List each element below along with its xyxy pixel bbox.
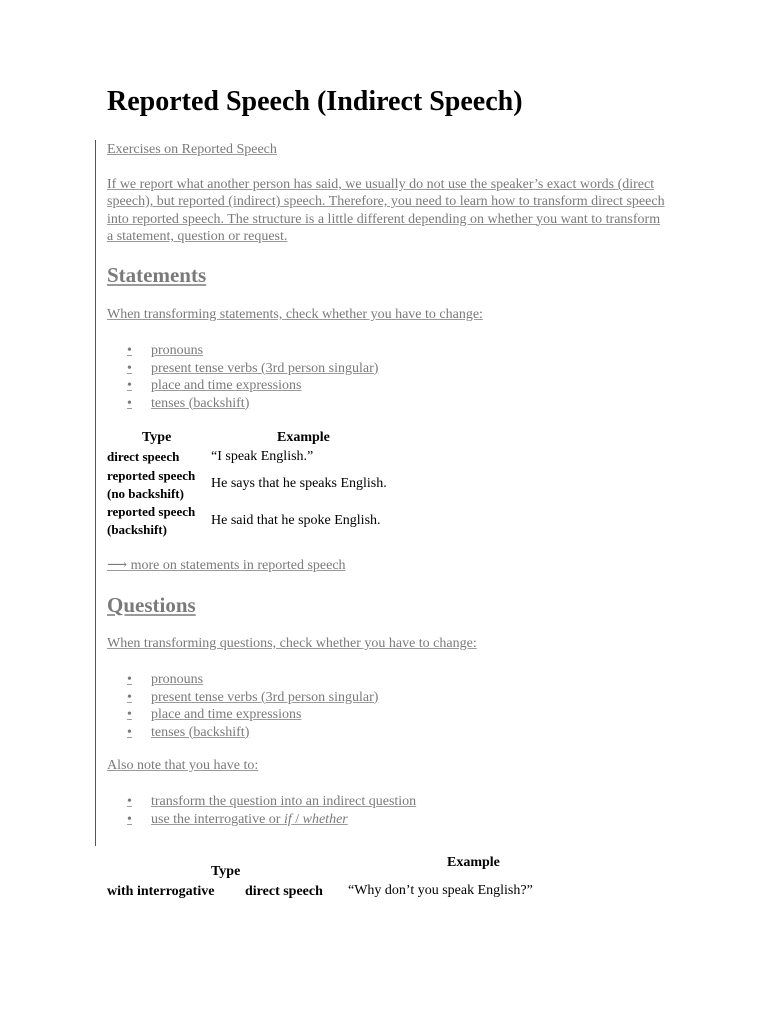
table-cell-type: reported speech bbox=[107, 468, 196, 483]
bullet-icon: • bbox=[127, 811, 132, 827]
bullet-icon: • bbox=[127, 395, 132, 411]
left-margin-rule bbox=[95, 140, 96, 846]
questions-intro: When transforming questions, check whether you have to change: bbox=[107, 636, 477, 651]
table-cell-example: He said that he spoke English. bbox=[211, 513, 381, 528]
note-bullet-list bbox=[127, 793, 416, 828]
bullet-icon: • bbox=[127, 724, 132, 740]
list-item: • tenses (backshift) bbox=[127, 395, 250, 411]
list-item: • pronouns bbox=[127, 343, 204, 358]
also-note-text: Also note that you have to: bbox=[107, 758, 259, 773]
table-cell-type: direct speech bbox=[245, 884, 323, 899]
table-cell-type-sub: (backshift) bbox=[107, 522, 167, 537]
table-cell-example: He says that he speaks English. bbox=[211, 476, 387, 491]
table-header-type: Type bbox=[142, 430, 172, 445]
list-item: • present tense verbs (3rd person singular) bbox=[127, 360, 379, 376]
list-item: • pronouns bbox=[127, 672, 204, 687]
list-item: • use the interrogative or if / whether bbox=[127, 811, 348, 827]
statements-heading[interactable]: Statements bbox=[107, 263, 207, 287]
table-cell-example: “Why don’t you speak English?” bbox=[348, 883, 533, 898]
table-header-type: Type bbox=[211, 864, 241, 879]
list-item: • present tense verbs (3rd person singular) bbox=[127, 689, 379, 705]
exercises-link[interactable]: Exercises on Reported Speech bbox=[107, 142, 277, 157]
bullet-icon: • bbox=[127, 360, 132, 376]
bullet-icon: • bbox=[127, 794, 132, 809]
table-header-example: Example bbox=[447, 855, 500, 870]
table-cell-type-sub: (no backshift) bbox=[107, 486, 184, 501]
list-item: • place and time expressions bbox=[127, 378, 302, 393]
table-cell-group: with interrogative bbox=[107, 884, 215, 899]
bullet-icon: • bbox=[127, 378, 132, 393]
list-item: • place and time expressions bbox=[127, 707, 302, 722]
questions-heading[interactable]: Questions bbox=[107, 593, 196, 617]
more-statements-link[interactable]: ⟶ more on statements in reported speech bbox=[107, 558, 346, 573]
list-item: • transform the question into an indirect question bbox=[127, 794, 417, 809]
intro-paragraph: If we report what another person has said, we usually do not use the speaker’s exact words (direct speech), but reported (indirect) speech. Therefore, you need to learn how to transform direct speech into reported speech. The structure is a little different depending on whether you want to transform a statement, question or request. bbox=[107, 177, 665, 244]
table-header-example: Example bbox=[277, 430, 330, 445]
table-cell-example: “I speak English.” bbox=[211, 449, 314, 464]
table-cell-type: reported speech bbox=[107, 504, 196, 519]
statements-intro: When transforming statements, check whether you have to change: bbox=[107, 307, 483, 322]
statements-bullet-list bbox=[127, 342, 378, 412]
bullet-icon: • bbox=[127, 343, 132, 358]
bullet-icon: • bbox=[127, 707, 132, 722]
bullet-icon: • bbox=[127, 689, 132, 705]
table-cell-type: direct speech bbox=[107, 449, 180, 464]
page-title: Reported Speech (Indirect Speech) bbox=[107, 86, 523, 117]
list-item: • tenses (backshift) bbox=[127, 724, 250, 740]
bullet-icon: • bbox=[127, 672, 132, 687]
questions-bullet-list bbox=[127, 671, 378, 741]
